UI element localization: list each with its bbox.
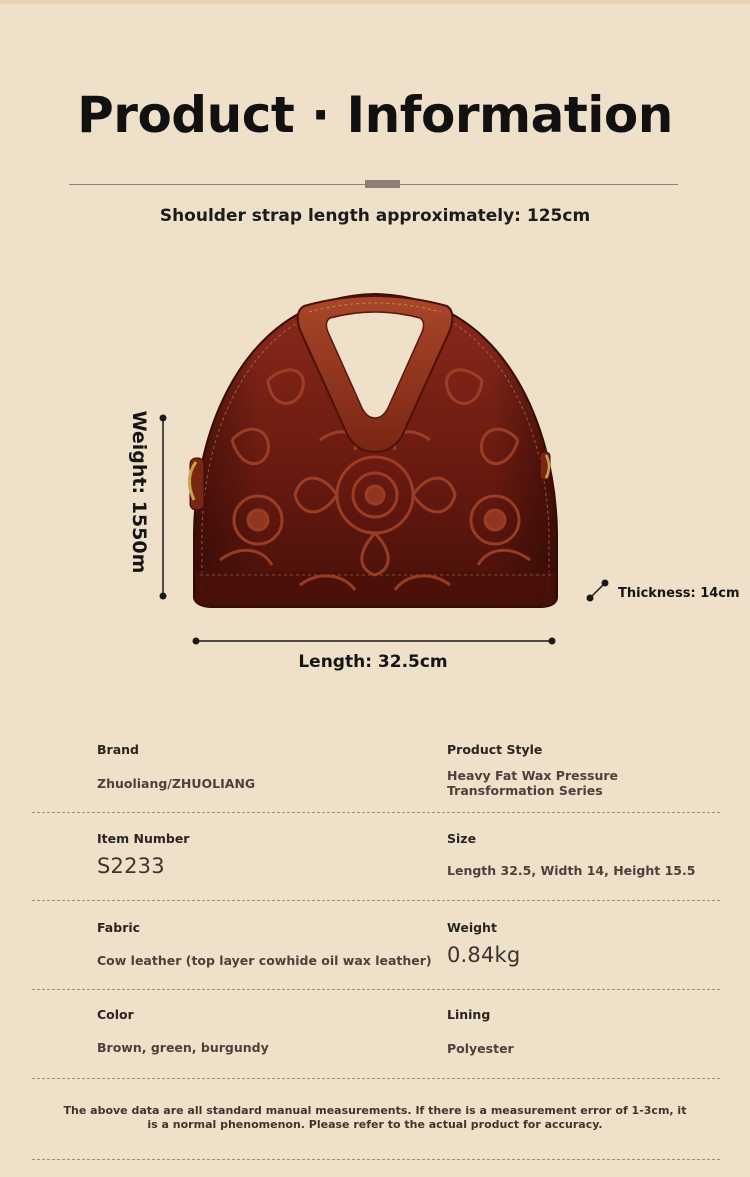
spec-cell-product-style bbox=[447, 742, 667, 798]
spec-value: Heavy Fat Wax Pressure Transformation Series bbox=[447, 768, 619, 798]
row-divider bbox=[32, 900, 720, 901]
spec-value: Cow leather (top layer cowhide oil wax leather) bbox=[97, 953, 432, 968]
spec-label: Brand bbox=[97, 742, 139, 757]
spec-label: Weight bbox=[447, 920, 497, 935]
row-divider bbox=[32, 812, 720, 813]
weight-dimension-line bbox=[160, 415, 167, 600]
spec-label: Product Style bbox=[447, 742, 543, 757]
length-dimension-label: Length: 32.5cm bbox=[298, 652, 448, 672]
spec-value: 0.84kg bbox=[447, 943, 521, 967]
divider-accent bbox=[365, 180, 400, 188]
spec-label: Fabric bbox=[97, 920, 141, 935]
spec-cell-size bbox=[447, 831, 696, 878]
strap-length-text: Shoulder strap length approximately: 125cm bbox=[159, 206, 591, 226]
spec-cell-item-number bbox=[97, 831, 190, 878]
thickness-dimension-label: Thickness: 14cm bbox=[618, 586, 740, 601]
spec-value: Length 32.5, Width 14, Height 15.5 bbox=[447, 863, 696, 878]
spec-label: Color bbox=[97, 1007, 134, 1022]
spec-cell-brand bbox=[97, 742, 256, 791]
spec-value: Polyester bbox=[447, 1041, 514, 1056]
measurement-disclaimer: The above data are all standard manual measurements. If there is a measurement error of 1-3cm, it is a normal phenomenon. Please refer to the actual product for accuracy. bbox=[63, 1104, 687, 1131]
row-divider bbox=[32, 989, 720, 990]
row-divider bbox=[32, 1078, 720, 1079]
spec-value: S2233 bbox=[97, 854, 165, 878]
spec-cell-fabric bbox=[97, 920, 432, 968]
thickness-dimension-line bbox=[587, 580, 609, 602]
side-buckle-right bbox=[540, 452, 550, 480]
side-buckle-left bbox=[189, 458, 204, 510]
page-title: Product · Information bbox=[77, 86, 673, 144]
length-dimension-line bbox=[193, 638, 556, 645]
spec-cell-color bbox=[97, 1007, 269, 1055]
spec-label: Item Number bbox=[97, 831, 190, 846]
spec-cell-weight bbox=[447, 920, 521, 967]
top-border bbox=[0, 0, 750, 4]
spec-value: Brown, green, burgundy bbox=[97, 1040, 269, 1055]
weight-dimension-label: Weight: 1550m bbox=[128, 410, 150, 574]
handbag-illustration bbox=[0, 270, 750, 690]
footer-divider bbox=[32, 1159, 720, 1160]
spec-cell-lining bbox=[447, 1007, 514, 1056]
spec-label: Size bbox=[447, 831, 477, 846]
spec-value: Zhuoliang/ZHUOLIANG bbox=[97, 776, 256, 791]
spec-label: Lining bbox=[447, 1007, 491, 1022]
